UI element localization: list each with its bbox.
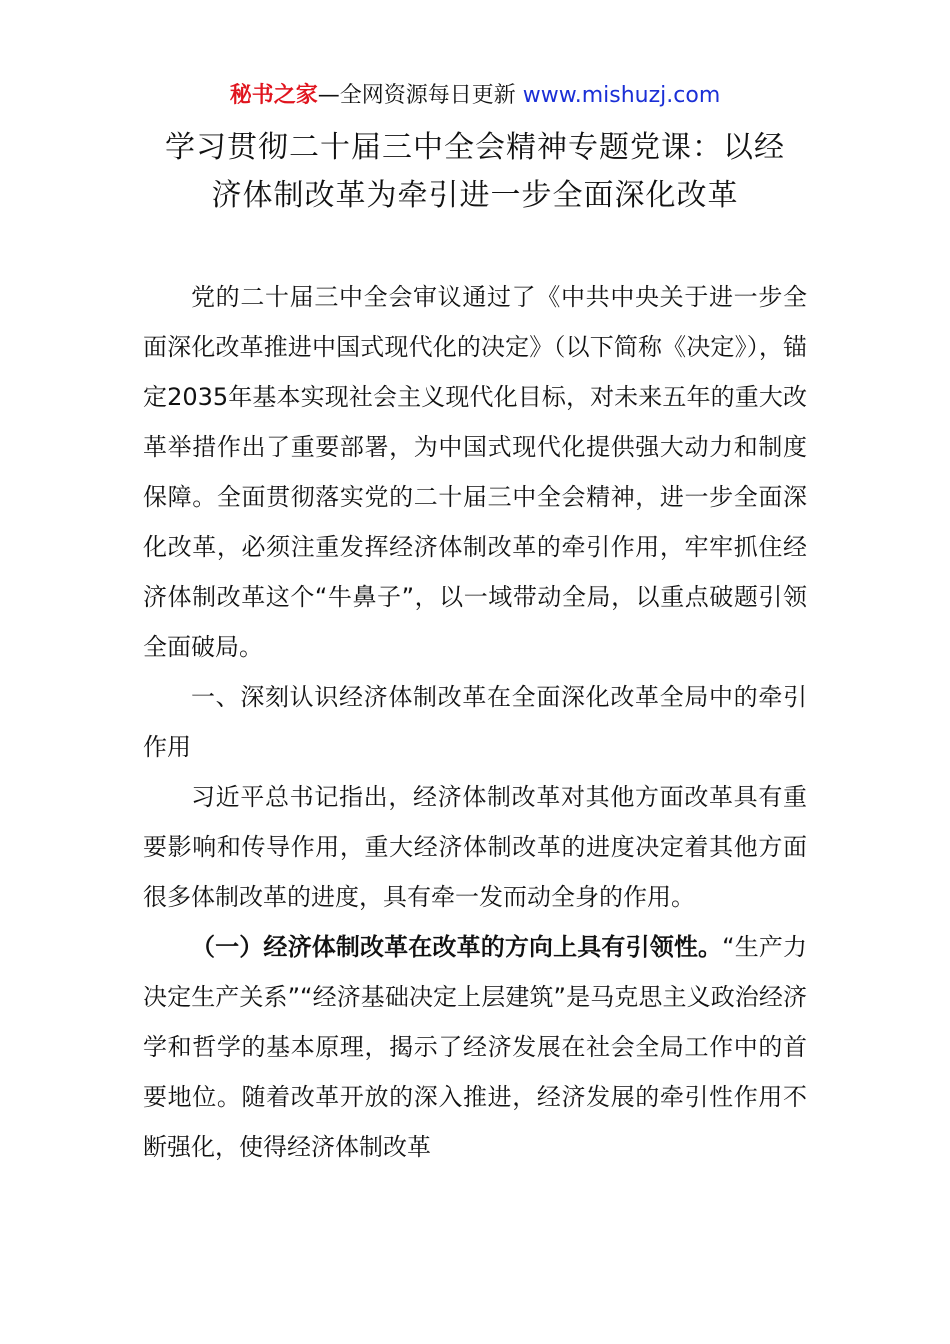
document-title	[140, 124, 810, 220]
title-line-1: 学习贯彻二十届三中全会精神专题党课：以经	[165, 130, 785, 165]
document-body	[143, 272, 807, 1172]
subsection-heading-1: （一）经济体制改革在改革的方向上具有引领性。	[191, 933, 723, 961]
site-header	[0, 80, 950, 112]
site-name: 秘书之家	[229, 83, 318, 108]
title-line-2: 济体制改革为牵引进一步全面深化改革	[211, 178, 739, 213]
site-slogan: —全网资源每日更新	[317, 83, 516, 108]
subsection-1-paragraph	[143, 922, 807, 1172]
section-1-paragraph: 习近平总书记指出，经济体制改革对其他方面改革具有重要影响和传导作用，重大经济体制改革的进度决定着其他方面很多体制改革的进度，具有牵一发而动全身的作用。	[143, 783, 807, 911]
site-url[interactable]: www.mishuzj.com	[522, 83, 721, 108]
intro-paragraph: 党的二十届三中全会审议通过了《中共中央关于进一步全面深化改革推进中国式现代化的决定》（以下简称《决定》），锚定2035年基本实现社会主义现代化目标，对未来五年的重大改革举措作出了重要部署，为中国式现代化提供强大动力和制度保障。全面贯彻落实党的二十届三中全会精神，进一步全面深化改革，必须注重发挥经济体制改革的牵引作用，牢牢抓住经济体制改革这个“牛鼻子”，以一域带动全局，以重点破题引领全面破局。	[143, 283, 807, 661]
subsection-1-text: “生产力决定生产关系”“经济基础决定上层建筑”是马克思主义政治经济学和哲学的基本原理，揭示了经济发展在社会全局工作中的首要地位。随着改革开放的深入推进，经济发展的牵引性作用不断强化，使得经济体制改革	[143, 933, 808, 1161]
section-heading-1: 一、深刻认识经济体制改革在全面深化改革全局中的牵引作用	[143, 683, 807, 761]
